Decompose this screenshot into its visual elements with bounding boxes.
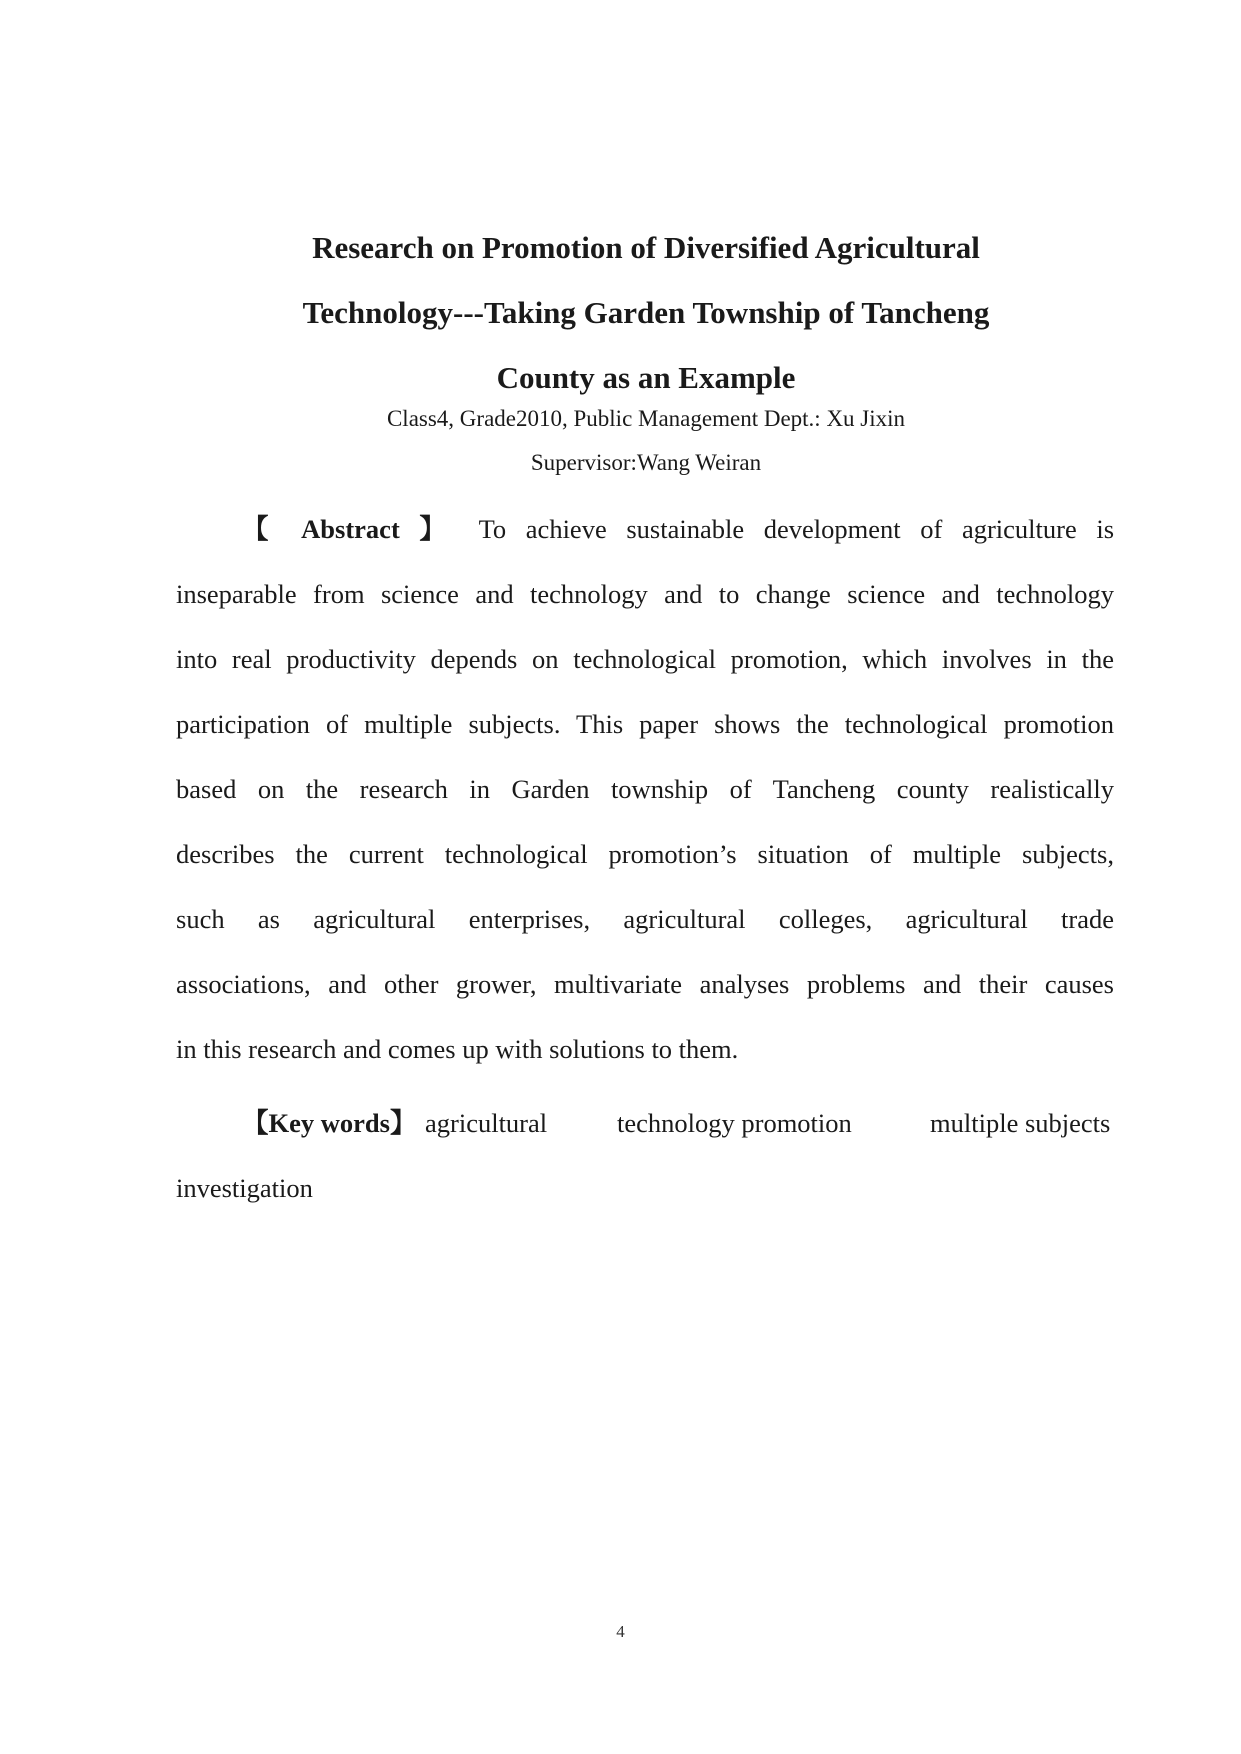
paper-title bbox=[176, 215, 1116, 410]
keywords-section bbox=[176, 1101, 1131, 1231]
supervisor-line: Supervisor:Wang Weiran bbox=[530, 450, 762, 475]
abstract-line-1 bbox=[176, 507, 1114, 572]
keyword-item: technology promotion bbox=[617, 1108, 852, 1138]
page-number: 4 bbox=[616, 1622, 625, 1641]
abstract-line-3: into real productivity depends on technological promotion, which involves in the bbox=[176, 644, 1114, 674]
abstract-line-6: describes the current technological promotion’s situation of multiple subjects, bbox=[176, 839, 1114, 869]
keyword-item: agricultural bbox=[425, 1108, 548, 1138]
author-line: Class4, Grade2010, Public Management Dept.: Xu Jixin bbox=[386, 406, 906, 431]
abstract-close-bracket: 】 bbox=[419, 514, 459, 544]
abstract-text: To achieve sustainable development of agriculture is bbox=[478, 514, 1115, 544]
abstract-section bbox=[176, 507, 1114, 1092]
title-line-1: Research on Promotion of Diversified Agricultural bbox=[312, 230, 980, 265]
abstract-line-4: participation of multiple subjects. This paper shows the technological promotion bbox=[176, 709, 1114, 739]
abstract-line-7: such as agricultural enterprises, agricultural colleges, agricultural trade bbox=[176, 904, 1114, 934]
abstract-line-2: inseparable from science and technology and to change science and technology bbox=[176, 579, 1114, 609]
keywords-line-1 bbox=[176, 1101, 1131, 1166]
keyword-item: multiple subjects bbox=[930, 1108, 1111, 1138]
abstract-open-bracket: 【 bbox=[242, 514, 282, 544]
title-line-3: County as an Example bbox=[496, 360, 796, 395]
abstract-line-8: associations, and other grower, multivariate analyses problems and their causes bbox=[176, 969, 1114, 999]
abstract-line-9: in this research and comes up with solutions to them. bbox=[176, 1034, 739, 1064]
keywords-line-2 bbox=[176, 1166, 1131, 1231]
keywords-label: 【Key words】 bbox=[242, 1108, 417, 1138]
keyword-item: investigation bbox=[176, 1173, 313, 1203]
title-line-2: Technology---Taking Garden Township of Tancheng bbox=[302, 295, 990, 330]
abstract-label: Abstract bbox=[301, 514, 400, 544]
abstract-line-5: based on the research in Garden township of Tancheng county realistically bbox=[176, 774, 1114, 804]
